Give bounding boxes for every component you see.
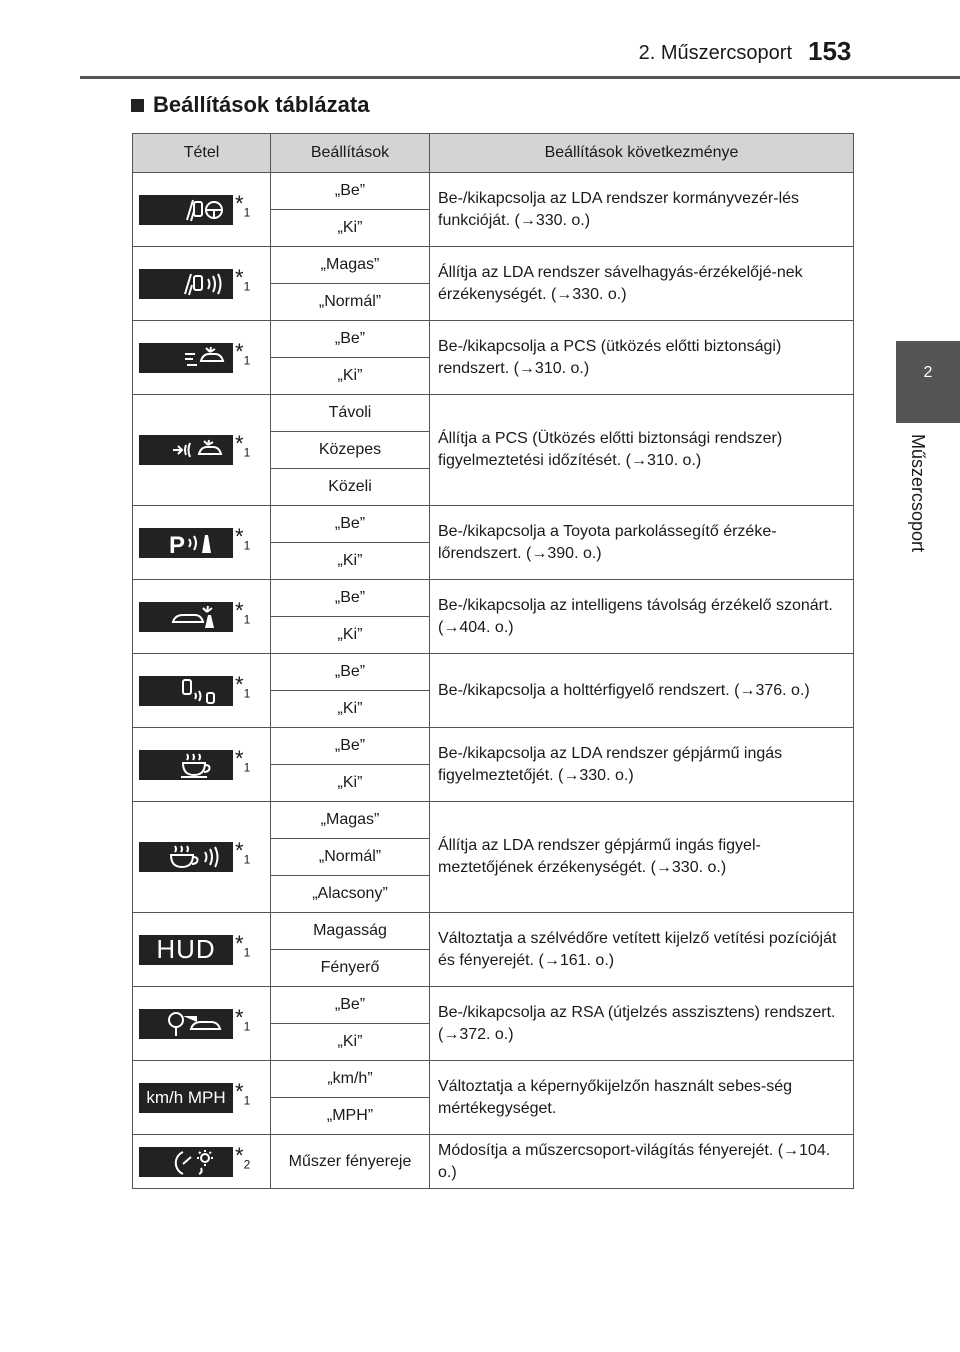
footnote-mark: $*_1$ (235, 523, 251, 552)
footnote-number: 1 (243, 852, 251, 867)
setting-result: Állítja a PCS (Ütközés előtti biztonsági rendszer) figyelmeztetési időzítését. (→310. o.) (430, 395, 854, 506)
setting-option: „Ki” (271, 210, 430, 247)
table-header-row (133, 134, 854, 173)
road-sign-assist-icon (139, 1009, 233, 1039)
item-cell (133, 395, 271, 506)
table-row (133, 321, 854, 358)
footnote-mark: $*_1$ (235, 597, 251, 626)
section-title (131, 92, 369, 118)
parking-assist-icon (139, 528, 233, 558)
setting-result: Változtatja a szélvédőre vetített kijelző vetítési pozícióját és fényerejét. (→161. o.) (430, 913, 854, 987)
table-row (133, 395, 854, 432)
footnote-mark: $*_1$ (235, 1004, 251, 1033)
square-bullet-icon (131, 99, 144, 112)
footnote-number: 1 (243, 611, 251, 626)
table-row (133, 802, 854, 839)
header-settings: Beállítások (271, 134, 430, 173)
setting-result: Be-/kikapcsolja az RSA (útjelzés asszisztens) rendszert. (→372. o.) (430, 987, 854, 1061)
item-cell (133, 173, 271, 247)
speed-unit-icon: km/h MPH (139, 1083, 233, 1113)
page-number: 153 (808, 36, 852, 66)
setting-result: Be-/kikapcsolja a holttérfigyelő rendszert. (→376. o.) (430, 654, 854, 728)
setting-option: „Be” (271, 506, 430, 543)
footnote-mark: $*_1$ (235, 338, 251, 367)
table-row (133, 654, 854, 691)
setting-option: „Be” (271, 654, 430, 691)
footnote-number: 1 (243, 944, 251, 959)
table-row (133, 728, 854, 765)
setting-result: Állítja az LDA rendszer sávelhagyás-érzékelőjé-nek érzékenységét. (→330. o.) (430, 247, 854, 321)
table-row (133, 1135, 854, 1189)
setting-result: Be-/kikapcsolja a PCS (ütközés előtti biztonsági) rendszert. (→310. o.) (430, 321, 854, 395)
table-row (133, 987, 854, 1024)
item-cell (133, 506, 271, 580)
header-item: Tétel (133, 134, 271, 173)
lane-departure-sensitivity-icon (139, 269, 233, 299)
footnote-mark: $*_1$ (235, 264, 251, 293)
setting-option: Magasság (271, 913, 430, 950)
footnote-number: 1 (243, 685, 251, 700)
footnote-number: 1 (243, 537, 251, 552)
header-result: Beállítások következménye (430, 134, 854, 173)
blind-spot-monitor-icon (139, 676, 233, 706)
footnote-number: 1 (243, 759, 251, 774)
setting-option: „Ki” (271, 358, 430, 395)
setting-option: „Ki” (271, 617, 430, 654)
lane-departure-steering-icon (139, 195, 233, 225)
footnote-mark: $*_1$ (235, 671, 251, 700)
pre-collision-icon (139, 343, 233, 373)
item-cell (133, 913, 271, 987)
setting-option: „Ki” (271, 1024, 430, 1061)
side-tab-label: Műszercsoport (908, 434, 928, 553)
pre-collision-timing-icon (139, 435, 233, 465)
footnote-mark: $*_1$ (235, 1078, 251, 1107)
setting-option: „Ki” (271, 543, 430, 580)
footnote-mark: $*_1$ (235, 930, 251, 959)
setting-option: Közeli (271, 469, 430, 506)
vehicle-sway-sensitivity-icon (139, 842, 233, 872)
item-cell (133, 321, 271, 395)
footnote-number: 1 (243, 352, 251, 367)
item-cell (133, 728, 271, 802)
svg-text:P: P (169, 531, 186, 557)
footnote-number: 1 (243, 1092, 251, 1107)
setting-option: „Be” (271, 580, 430, 617)
table-row (133, 913, 854, 950)
item-cell (133, 802, 271, 913)
section-title-text: Beállítások táblázata (153, 92, 370, 117)
setting-result: Módosítja a műszercsoport-világítás fényerejét. (→104. o.) (430, 1135, 854, 1189)
footnote-mark: $*_1$ (235, 190, 251, 219)
table-row (133, 247, 854, 284)
item-cell (133, 1061, 271, 1135)
header-title: 2. Műszercsoport (638, 42, 792, 64)
setting-option: „Normál” (271, 839, 430, 876)
table-row (133, 173, 854, 210)
item-cell (133, 1135, 271, 1189)
side-tab: 2 (896, 341, 960, 423)
item-cell (133, 654, 271, 728)
footnote-mark: $*_1$ (235, 745, 251, 774)
table-row (133, 1061, 854, 1098)
meter-brightness-icon (139, 1147, 233, 1177)
setting-option: „Ki” (271, 765, 430, 802)
setting-option: „Be” (271, 321, 430, 358)
setting-option: „Alacsony” (271, 876, 430, 913)
footnote-number: 1 (243, 278, 251, 293)
setting-option: Távoli (271, 395, 430, 432)
hud-icon: HUD (139, 935, 233, 965)
setting-option: „Be” (271, 728, 430, 765)
footnote-number: 1 (243, 445, 251, 460)
setting-option: „Ki” (271, 691, 430, 728)
item-cell (133, 247, 271, 321)
setting-result: Be-/kikapcsolja az LDA rendszer gépjármű ingás figyelmeztetőjét. (→330. o.) (430, 728, 854, 802)
setting-option: „km/h” (271, 1061, 430, 1098)
footnote-mark: $*_1$ (235, 431, 251, 460)
footnote-mark: $*_2$ (235, 1142, 251, 1171)
setting-option: „Magas” (271, 247, 430, 284)
item-cell (133, 580, 271, 654)
footnote-mark: $*_1$ (235, 838, 251, 867)
table-row (133, 506, 854, 543)
setting-option: „Normál” (271, 284, 430, 321)
clearance-sonar-icon (139, 602, 233, 632)
setting-option: Közepes (271, 432, 430, 469)
setting-result: Be-/kikapcsolja az LDA rendszer kormányvezér-lés funkcióját. (→330. o.) (430, 173, 854, 247)
setting-option: „MPH” (271, 1098, 430, 1135)
item-cell (133, 987, 271, 1061)
setting-result: Változtatja a képernyőkijelzőn használt sebes-ség mértékegységet. (430, 1061, 854, 1135)
setting-option: „Be” (271, 987, 430, 1024)
setting-option: Fényerő (271, 950, 430, 987)
setting-result: Be-/kikapcsolja a Toyota parkolássegítő érzéke-lőrendszert. (→390. o.) (430, 506, 854, 580)
setting-option: „Be” (271, 173, 430, 210)
vehicle-sway-coffee-icon (139, 750, 233, 780)
setting-option: „Magas” (271, 802, 430, 839)
footnote-number: 2 (243, 1156, 251, 1171)
setting-result: Állítja az LDA rendszer gépjármű ingás figyel-meztetőjének érzékenységét. (→330. o.) (430, 802, 854, 913)
header-rule (80, 76, 960, 79)
table-row (133, 580, 854, 617)
settings-table (132, 133, 854, 1189)
setting-option: Műszer fényereje (271, 1135, 430, 1189)
footnote-number: 1 (243, 204, 251, 219)
setting-result: Be-/kikapcsolja az intelligens távolság érzékelő szonárt. (→404. o.) (430, 580, 854, 654)
footnote-number: 1 (243, 1018, 251, 1033)
